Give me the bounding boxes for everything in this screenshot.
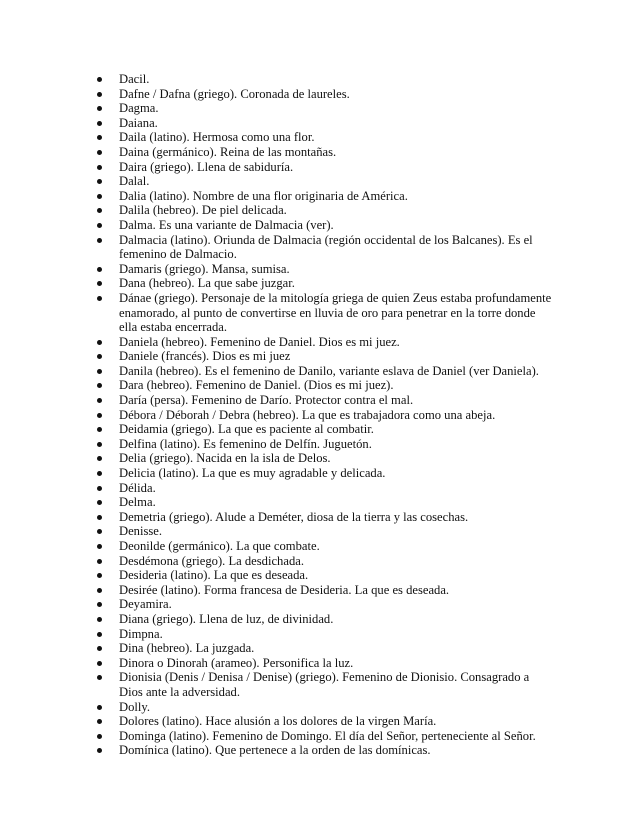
list-item: Dolores (latino). Hace alusión a los dolores de la virgen María. <box>96 714 556 729</box>
list-item: Dolly. <box>96 700 556 715</box>
list-item: Deidamia (griego). La que es paciente al combatir. <box>96 422 556 437</box>
list-item: Dalma. Es una variante de Dalmacia (ver). <box>96 218 556 233</box>
list-item: Deyamira. <box>96 597 556 612</box>
list-item: Danila (hebreo). Es el femenino de Danilo, variante eslava de Daniel (ver Daniela). <box>96 364 556 379</box>
list-item: Dafne / Dafna (griego). Coronada de laureles. <box>96 87 556 102</box>
list-item: Diana (griego). Llena de luz, de divinidad. <box>96 612 556 627</box>
list-item: Dalmacia (latino). Oriunda de Dalmacia (región occidental de los Balcanes). Es el femenino de Dalmacio. <box>96 233 556 262</box>
names-list <box>96 72 556 758</box>
list-item: Delia (griego). Nacida en la isla de Delos. <box>96 451 556 466</box>
list-item: Desdémona (griego). La desdichada. <box>96 554 556 569</box>
list-item: Daina (germánico). Reina de las montañas. <box>96 145 556 160</box>
list-item: Damaris (griego). Mansa, sumisa. <box>96 262 556 277</box>
list-item: Desirée (latino). Forma francesa de Desideria. La que es deseada. <box>96 583 556 598</box>
list-item: Daila (latino). Hermosa como una flor. <box>96 130 556 145</box>
list-item: Dánae (griego). Personaje de la mitología griega de quien Zeus estaba profundamente enamorado, al punto de convertirse en lluvia de oro para penetrar en la torre donde ella estaba encerrada. <box>96 291 556 335</box>
list-item: Demetria (griego). Alude a Deméter, diosa de la tierra y las cosechas. <box>96 510 556 525</box>
list-item: Daira (griego). Llena de sabiduría. <box>96 160 556 175</box>
list-item: Dagma. <box>96 101 556 116</box>
list-item: Débora / Déborah / Debra (hebreo). La que es trabajadora como una abeja. <box>96 408 556 423</box>
list-item: Dionisia (Denis / Denisa / Denise) (griego). Femenino de Dionisio. Consagrado a Dios ante la adversidad. <box>96 670 556 699</box>
list-item: Dominga (latino). Femenino de Domingo. El día del Señor, perteneciente al Señor. <box>96 729 556 744</box>
list-item: Dimpna. <box>96 627 556 642</box>
list-item: Daniele (francés). Dios es mi juez <box>96 349 556 364</box>
list-item: Delma. <box>96 495 556 510</box>
list-item: Daniela (hebreo). Femenino de Daniel. Dios es mi juez. <box>96 335 556 350</box>
list-item: Dana (hebreo). La que sabe juzgar. <box>96 276 556 291</box>
list-item: Dinora o Dinorah (arameo). Personifica la luz. <box>96 656 556 671</box>
list-item: Delicia (latino). La que es muy agradable y delicada. <box>96 466 556 481</box>
list-item: Dalia (latino). Nombre de una flor originaria de América. <box>96 189 556 204</box>
list-item: Dara (hebreo). Femenino de Daniel. (Dios es mi juez). <box>96 378 556 393</box>
list-item: Deonilde (germánico). La que combate. <box>96 539 556 554</box>
list-item: Dalila (hebreo). De piel delicada. <box>96 203 556 218</box>
list-item: Daría (persa). Femenino de Darío. Protector contra el mal. <box>96 393 556 408</box>
list-item: Denisse. <box>96 524 556 539</box>
list-item: Dacil. <box>96 72 556 87</box>
list-item: Dalal. <box>96 174 556 189</box>
list-item: Dina (hebreo). La juzgada. <box>96 641 556 656</box>
list-item: Domínica (latino). Que pertenece a la orden de las domínicas. <box>96 743 556 758</box>
list-item: Delfina (latino). Es femenino de Delfín. Juguetón. <box>96 437 556 452</box>
list-item: Desideria (latino). La que es deseada. <box>96 568 556 583</box>
list-item: Délida. <box>96 481 556 496</box>
list-item: Daiana. <box>96 116 556 131</box>
